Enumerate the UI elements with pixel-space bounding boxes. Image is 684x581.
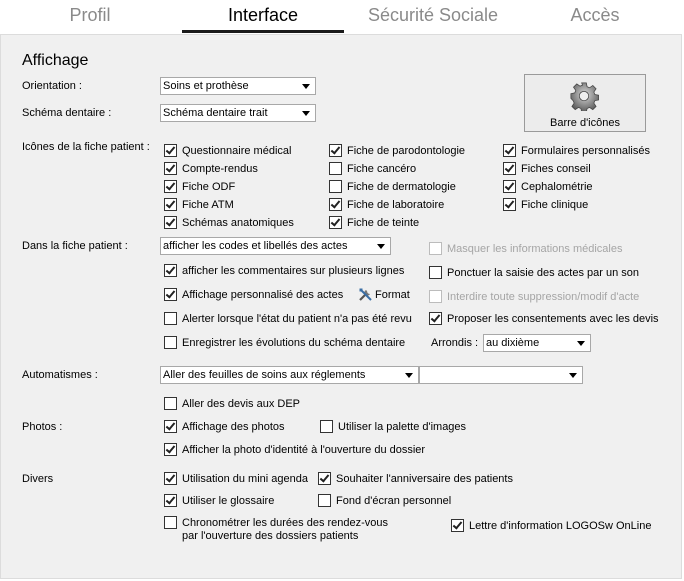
checkbox-label: Enregistrer les évolutions du schéma dentaire bbox=[182, 337, 406, 349]
checkbox-label: afficher les commentaires sur plusieurs lignes bbox=[182, 265, 405, 277]
schema-select[interactable] bbox=[160, 104, 316, 122]
checkbox-box[interactable] bbox=[164, 397, 177, 410]
checkbox-box[interactable] bbox=[164, 336, 177, 349]
checkbox-label: Proposer les consentements avec les devis bbox=[447, 313, 659, 325]
chevron-down-icon bbox=[377, 244, 385, 249]
tab-acces[interactable]: Accès bbox=[570, 5, 620, 25]
automatismes-select-value: Aller des feuilles de soins aux réglements bbox=[163, 369, 366, 381]
tab-profil[interactable]: Profil bbox=[69, 5, 111, 25]
checkbox-label: Interdire toute suppression/modif d'acte bbox=[447, 291, 640, 303]
checkbox-label: Cephalométrie bbox=[521, 181, 593, 193]
checkbox-box[interactable] bbox=[329, 162, 342, 175]
arrondis-select[interactable] bbox=[483, 334, 591, 352]
checkbox-box[interactable] bbox=[164, 312, 177, 325]
tab-bar bbox=[0, 0, 684, 34]
checkbox-box[interactable] bbox=[164, 494, 177, 507]
checkbox-box[interactable] bbox=[164, 264, 177, 277]
automatismes-secondary-select[interactable] bbox=[419, 366, 583, 384]
checkbox-label: Ponctuer la saisie des actes par un son bbox=[447, 267, 640, 279]
toolbar-button-caption: Barre d'icônes bbox=[550, 117, 620, 129]
chevron-down-icon bbox=[302, 84, 310, 89]
checkbox-box[interactable] bbox=[164, 216, 177, 229]
schema-select-value: Schéma dentaire trait bbox=[163, 107, 268, 119]
checkbox-box[interactable] bbox=[318, 472, 331, 485]
checkbox-box[interactable] bbox=[164, 472, 177, 485]
checkbox-box[interactable] bbox=[329, 216, 342, 229]
checkbox-label: Fiches conseil bbox=[521, 163, 591, 175]
checkbox-box[interactable] bbox=[329, 144, 342, 157]
checkbox-box[interactable] bbox=[164, 443, 177, 456]
checkbox-box[interactable] bbox=[164, 288, 177, 301]
checkbox-label: Affichage des photos bbox=[182, 421, 285, 433]
checkbox-label: Utiliser la palette d'images bbox=[338, 421, 467, 433]
checkbox-label: Fiche de teinte bbox=[347, 217, 420, 229]
checkbox-box[interactable] bbox=[318, 494, 331, 507]
fiche-patient-label: Dans la fiche patient : bbox=[22, 240, 128, 252]
codes-actes-select-value: afficher les codes et libellés des actes bbox=[163, 240, 348, 252]
checkbox-label: Afficher la photo d'identité à l'ouverture du dossier bbox=[182, 444, 426, 456]
tools-icon bbox=[358, 287, 374, 303]
automatismes-label: Automatismes : bbox=[22, 369, 98, 381]
checkbox-label: Fiche ODF bbox=[182, 181, 236, 193]
icones-label: Icônes de la fiche patient : bbox=[22, 141, 150, 153]
tab-securite-sociale[interactable]: Sécurité Sociale bbox=[367, 5, 499, 25]
chevron-down-icon bbox=[577, 341, 585, 346]
automatismes-select[interactable] bbox=[160, 366, 419, 384]
checkbox-label: Fiche ATM bbox=[182, 199, 234, 211]
checkbox-label: Fond d'écran personnel bbox=[336, 495, 452, 507]
chevron-down-icon bbox=[569, 373, 577, 378]
checkbox-box[interactable] bbox=[503, 180, 516, 193]
checkbox-box[interactable] bbox=[164, 144, 177, 157]
arrondis-label: Arrondis : bbox=[431, 337, 479, 349]
checkbox-box[interactable] bbox=[164, 198, 177, 211]
checkbox-label-line2: par l'ouverture des dossiers patients bbox=[182, 530, 359, 542]
checkbox-label: Masquer les informations médicales bbox=[447, 243, 623, 255]
checkbox-label: Aller des devis aux DEP bbox=[182, 398, 300, 410]
schema-label: Schéma dentaire : bbox=[22, 107, 112, 119]
orientation-select[interactable] bbox=[160, 77, 316, 95]
checkbox-label: Fiche clinique bbox=[521, 199, 589, 211]
checkbox-label: Utiliser le glossaire bbox=[182, 495, 275, 507]
photos-label: Photos : bbox=[22, 421, 63, 433]
checkbox-label: Fiche cancéro bbox=[347, 163, 417, 175]
checkbox-box[interactable] bbox=[164, 516, 177, 529]
checkbox-label: Formulaires personnalisés bbox=[521, 145, 650, 157]
checkbox-label: Lettre d'information LOGOSw OnLine bbox=[469, 520, 652, 532]
checkbox-box bbox=[429, 242, 442, 255]
checkbox-label: Alerter lorsque l'état du patient n'a pas été revu bbox=[182, 313, 412, 325]
checkbox-box[interactable] bbox=[429, 266, 442, 279]
toolbar-settings-button[interactable] bbox=[524, 74, 646, 132]
active-tab-indicator bbox=[182, 30, 344, 33]
checkbox-label: Schémas anatomiques bbox=[182, 217, 294, 229]
checkbox-box[interactable] bbox=[164, 420, 177, 433]
checkbox-label: Fiche de parodontologie bbox=[347, 145, 466, 157]
gear-icon bbox=[569, 81, 599, 111]
checkbox-box[interactable] bbox=[429, 312, 442, 325]
chevron-down-icon bbox=[405, 373, 413, 378]
checkbox-label: Affichage personnalisé des actes bbox=[182, 289, 344, 301]
checkbox-box[interactable] bbox=[503, 162, 516, 175]
checkbox-box[interactable] bbox=[329, 198, 342, 211]
checkbox-box[interactable] bbox=[164, 162, 177, 175]
checkbox-box[interactable] bbox=[503, 198, 516, 211]
orientation-label: Orientation : bbox=[22, 80, 82, 92]
checkbox-label: Fiche de dermatologie bbox=[347, 181, 456, 193]
tab-interface[interactable]: Interface bbox=[227, 5, 299, 25]
checkbox-label: Compte-rendus bbox=[182, 163, 258, 175]
checkbox-box[interactable] bbox=[164, 180, 177, 193]
checkbox-label: Utilisation du mini agenda bbox=[182, 473, 308, 485]
checkbox-label: Souhaiter l'anniversaire des patients bbox=[336, 473, 513, 485]
arrondis-select-value: au dixième bbox=[486, 337, 540, 349]
checkbox-box[interactable] bbox=[329, 180, 342, 193]
chevron-down-icon bbox=[302, 111, 310, 116]
checkbox-label: Chronométrer les durées des rendez-vous bbox=[182, 517, 389, 529]
section-title-affichage: Affichage bbox=[22, 52, 89, 69]
checkbox-box[interactable] bbox=[320, 420, 333, 433]
orientation-select-value: Soins et prothèse bbox=[163, 80, 249, 92]
codes-actes-select[interactable] bbox=[160, 237, 391, 255]
checkbox-label: Questionnaire médical bbox=[182, 145, 292, 157]
checkbox-box bbox=[429, 290, 442, 303]
checkbox-box[interactable] bbox=[503, 144, 516, 157]
checkbox-label: Fiche de laboratoire bbox=[347, 199, 445, 211]
divers-label: Divers bbox=[22, 473, 54, 485]
format-button-label: Format bbox=[375, 289, 410, 301]
checkbox-box[interactable] bbox=[451, 519, 464, 532]
